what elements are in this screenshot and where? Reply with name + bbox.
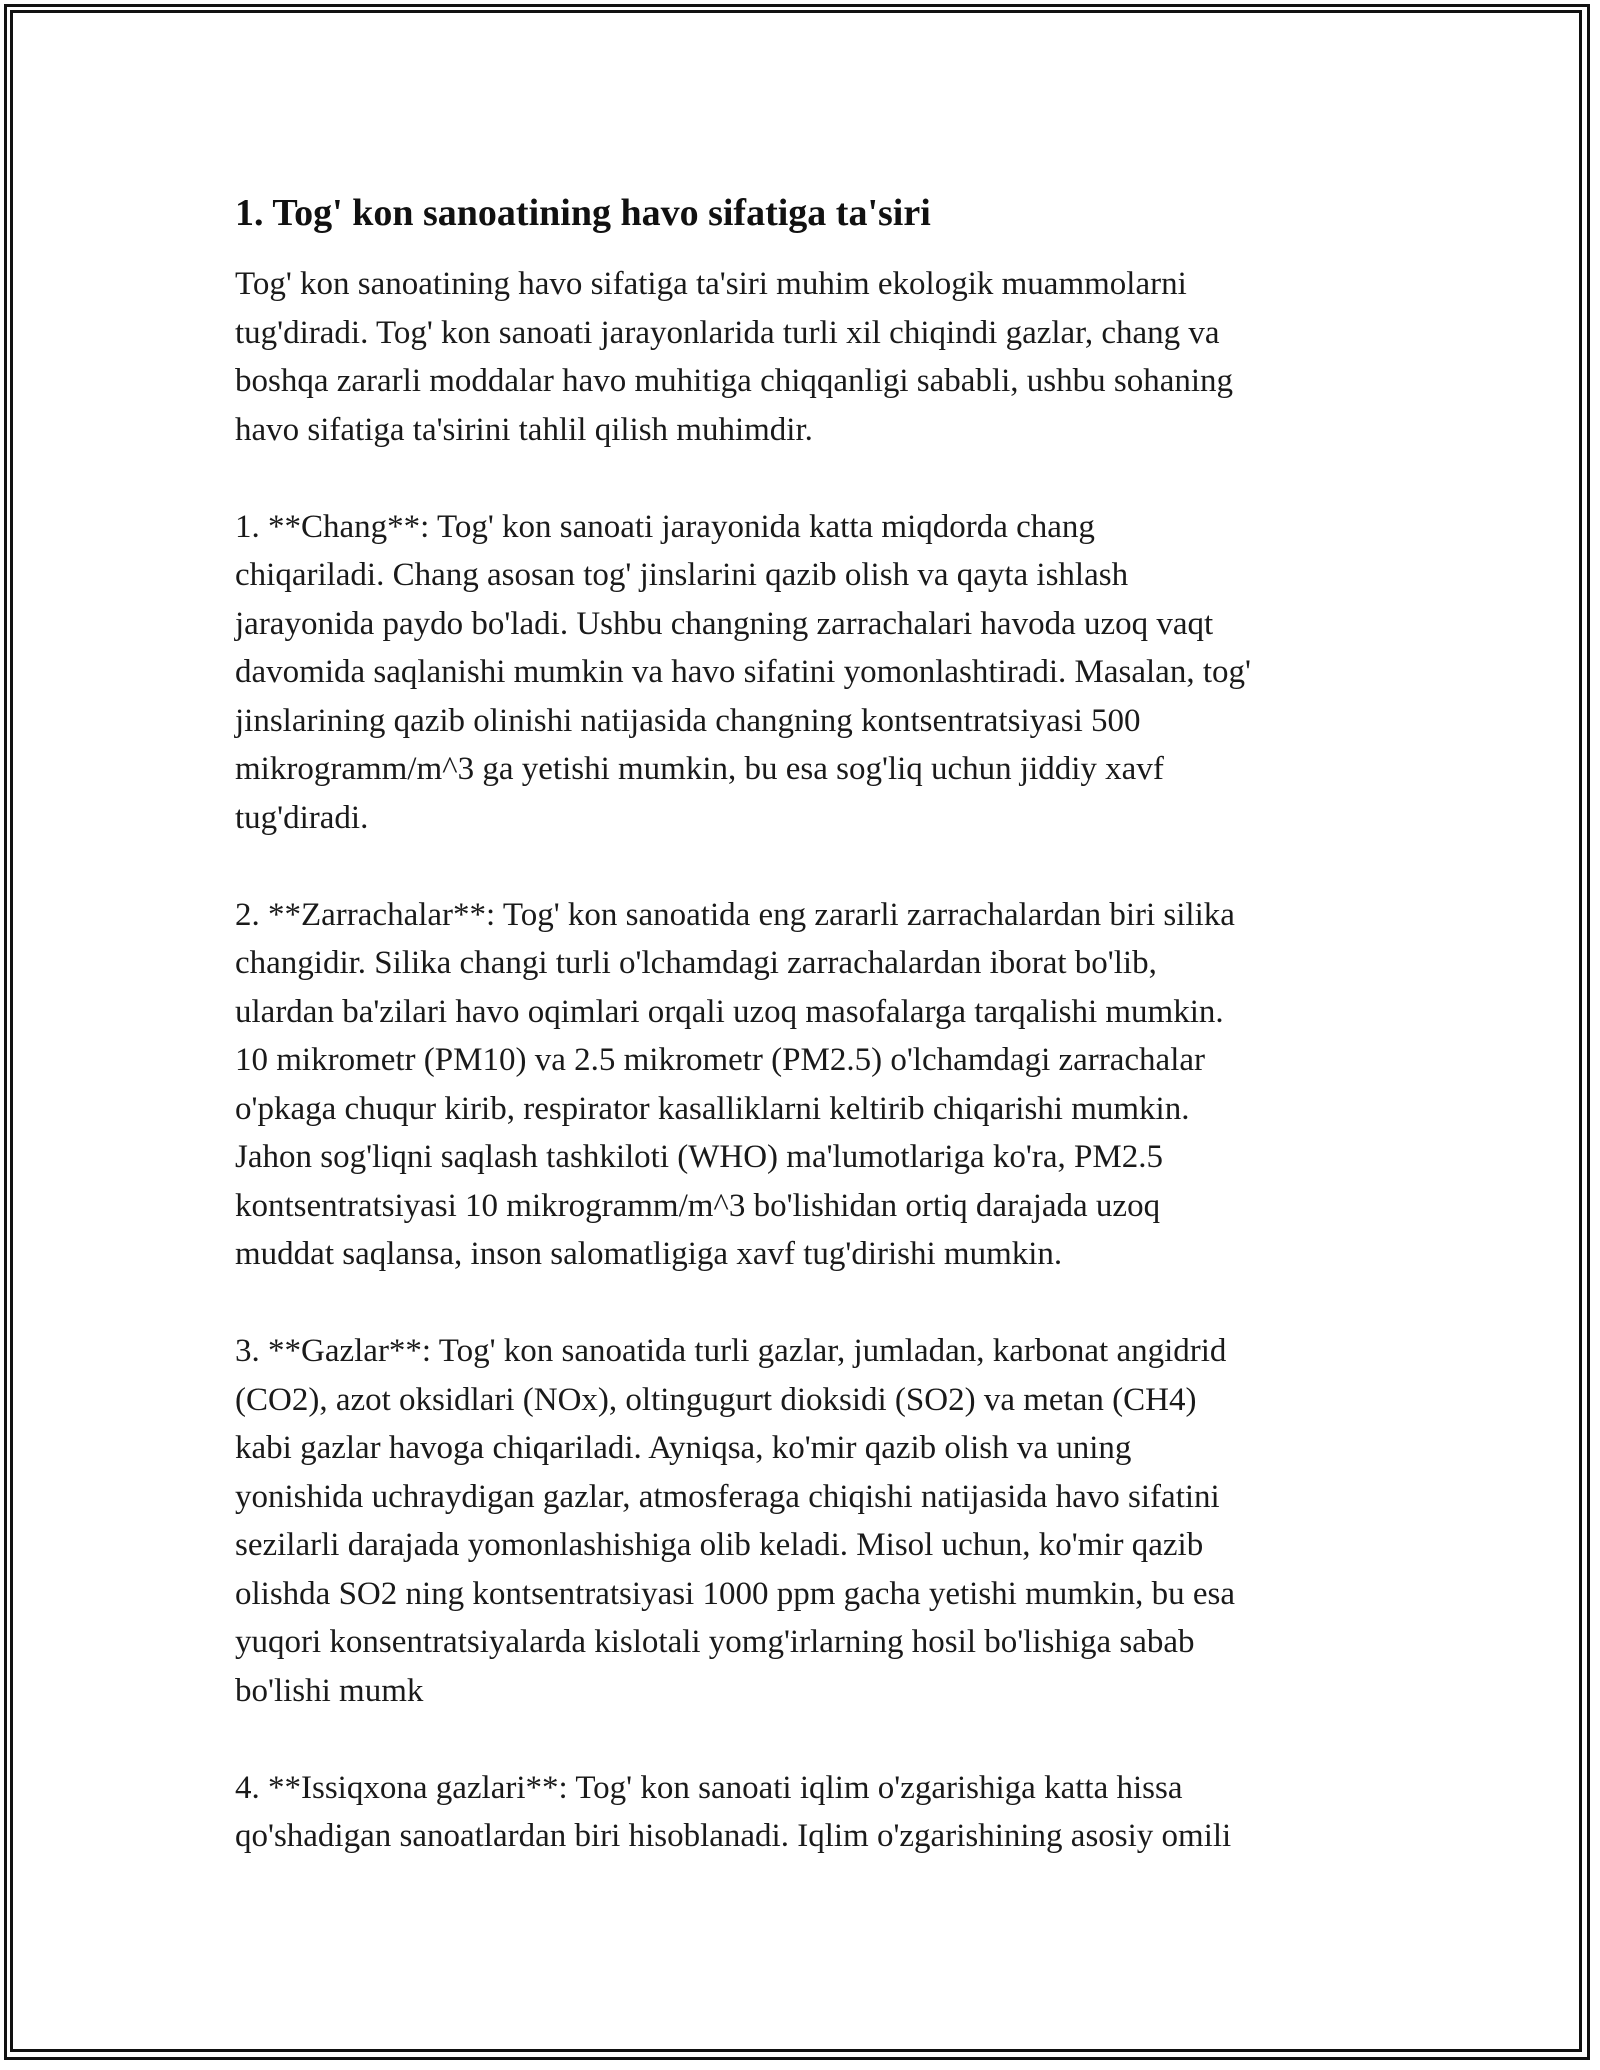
section-chang-paragraph: 1. **Chang**: Tog' kon sanoati jarayonida katta miqdorda chang chiqariladi. Chang asosan tog' jinslarini qazib olish va qayta ishlash jarayonida paydo bo'ladi. Ushbu changning zarrachalari havoda uzoq vaqt davomida saqlanishi mumkin va havo sifatini yomonlashtiradi. Masalan, tog' jinslarining qazib olinishi natijasida changning kontsentratsiyasi 500 mikrogramm/m^3 ga yetishi mumkin, bu esa sog'liq uchun jiddiy xavf tug'diradi. (235, 508, 1251, 836)
document-body (235, 186, 1375, 1861)
page-title: 1. Tog' kon sanoatining havo sifatiga ta'siri (235, 192, 931, 234)
intro-paragraph: Tog' kon sanoatining havo sifatiga ta'siri muhim ekologik muammolarni tug'diradi. Tog' kon sanoati jarayonlarida turli xil chiqindi gazlar, chang va boshqa zararli moddalar havo muhitiga chiqqanligi sababli, ushbu sohaning havo sifatiga ta'sirini tahlil qilish muhimdir. (235, 266, 1234, 448)
section-zarrachalar-paragraph: 2. **Zarrachalar**: Tog' kon sanoatida eng zararli zarrachalardan biri silika changidir. Silika changi turli o'lchamdagi zarrachalardan iborat bo'lib, ulardan ba'zilari havo oqimlari orqali uzoq masofalarga tarqalishi mumkin. 10 mikrometr (PM10) va 2.5 mikrometr (PM2.5) o'lchamdagi zarrachalar o'pkaga chuqur kirib, respirator kasalliklarni keltirib chiqarishi mumkin. Jahon sog'liqni saqlash tashkiloti (WHO) ma'lumotlariga ko'ra, PM2.5 kontsentratsiyasi 10 mikrogramm/m^3 bo'lishidan ortiq darajada uzoq muddat saqlansa, inson salomatligiga xavf tug'dirishi mumkin. (235, 896, 1235, 1272)
section-issiqxona-paragraph: 4. **Issiqxona gazlari**: Tog' kon sanoati iqlim o'zgarishiga katta hissa qo'shadigan sanoatlardan biri hisoblanadi. Iqlim o'zgarishining asosiy omili (235, 1769, 1232, 1854)
section-gazlar-paragraph: 3. **Gazlar**: Tog' kon sanoatida turli gazlar, jumladan, karbonat angidrid (CO2), azot oksidlari (NOx), oltingugurt dioksidi (SO2) va metan (CH4) kabi gazlar havoga chiqariladi. Ayniqsa, ko'mir qazib olish va uning yonishida uchraydigan gazlar, atmosferaga chiqishi natijasida havo sifatini sezilarli darajada yomonlashishiga olib keladi. Misol uchun, ko'mir qazib olishda SO2 ning kontsentratsiyasi 1000 ppm gacha yetishi mumkin, bu esa yuqori konsentratsiyalarda kislotali yomg'irlarning hosil bo'lishiga sabab bo'lishi mumk (235, 1333, 1235, 1709)
